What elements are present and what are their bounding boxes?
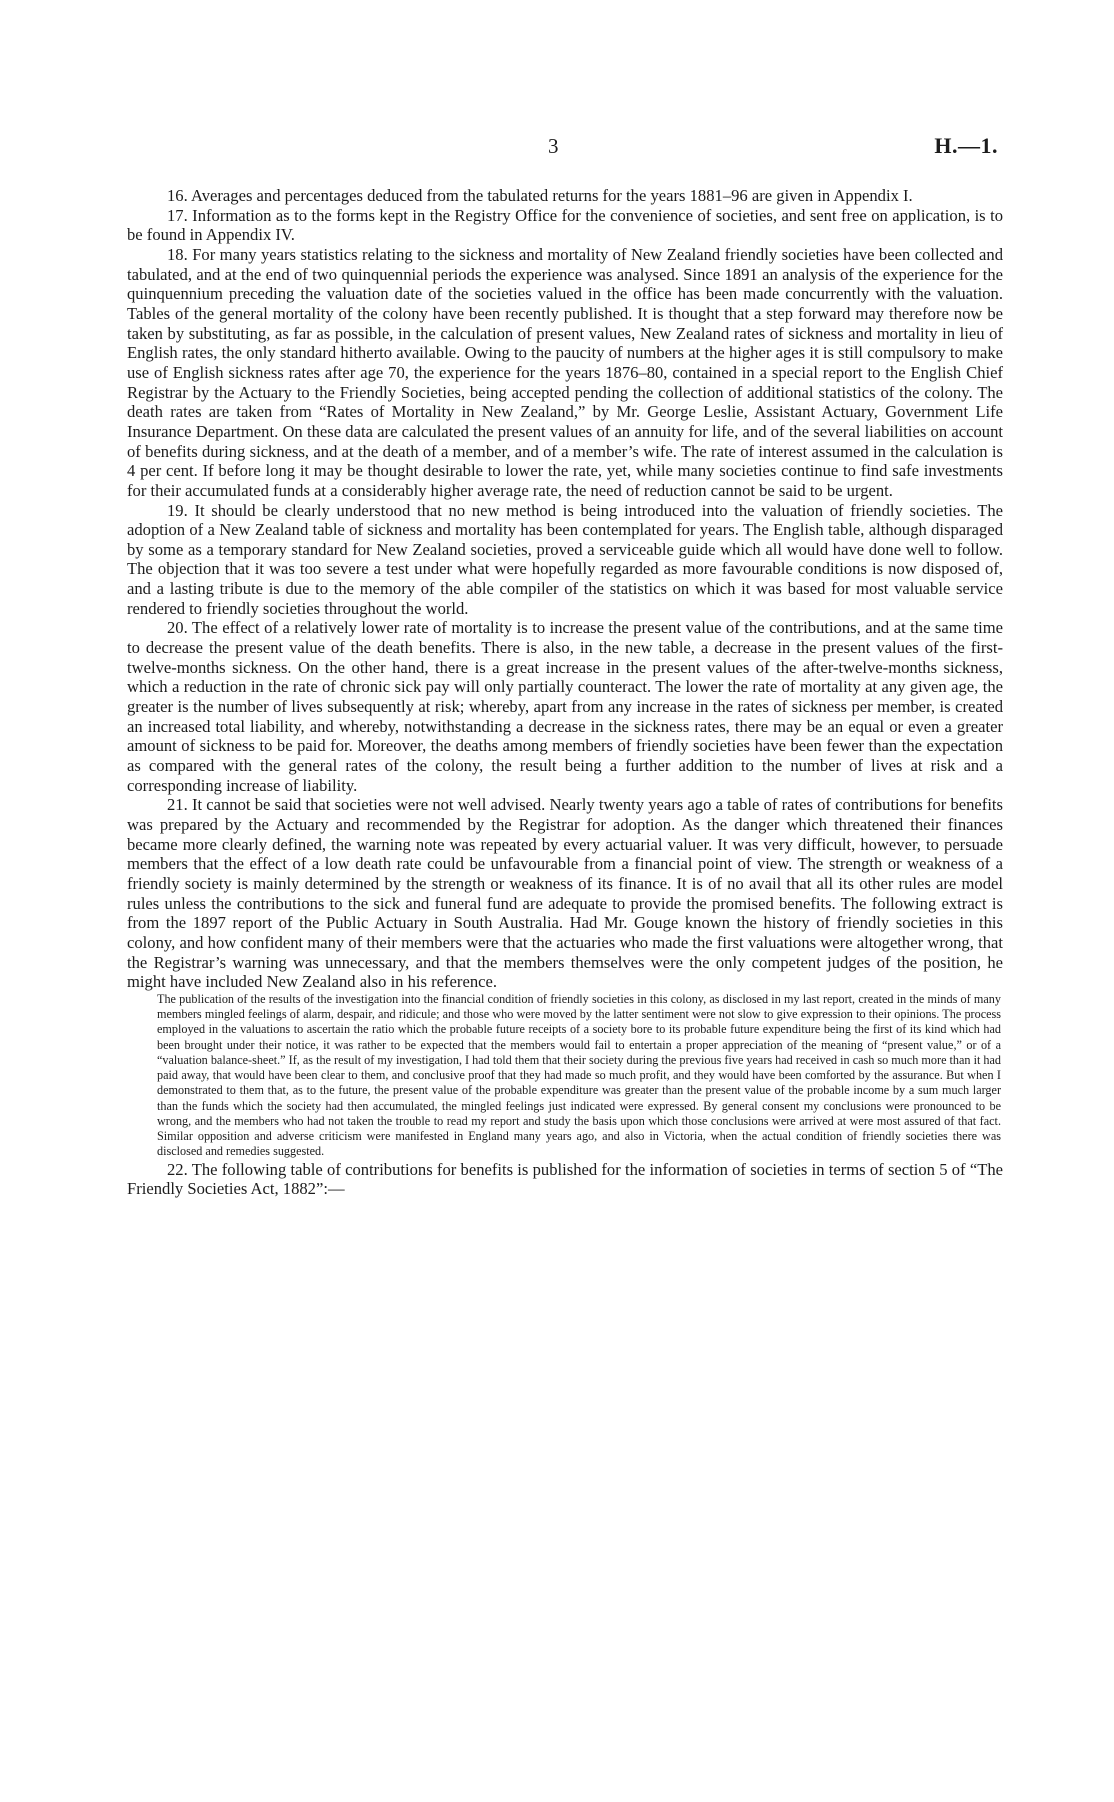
- block-quote: The publication of the results of the investigation into the financial condition of friendly societies in this colony, as disclosed in my last report, created in the minds of many members mingled feelings of alarm, despair, and ridicule; and those who were moved by the latter sentiment were not slow to give expression to their opinions. The process employed in the valuations to ascertain the ratio which the probable future receipts of a society bore to its probable future expenditure being the first of its kind which had been brought under their notice, it was rather to be expected that the members would fail to entertain a proper appreciation of the meaning of “present value,” or of a “valuation balance-sheet.” If, as the result of my investigation, I had told them that their society during the previous five years had received in cash so much more than it had paid away, that would have been clear to them, and conclusive proof that they had made so much profit, and they would have been comforted by the assurance. But when I demonstrated to them that, as to the future, the present value of the probable expenditure was greater than the present value of the probable income by a sum much larger than the funds which the society had then accumulated, the mingled feelings just indicated were expressed. By general consent my conclusions were pronounced to be wrong, and the members who had not taken the trouble to read my report and study the basis upon which those conclusions were arrived at were most assured of that fact. Similar opposition and adverse criticism were manifested in England many years ago, and also in Victoria, when the actual condition of friendly societies there was disclosed and remedies suggested.: [157, 991, 1001, 1159]
- paragraph-17: 17. Information as to the forms kept in the Registry Office for the convenience of societies, and sent free on application, is to be found in Appendix IV.: [127, 205, 1003, 245]
- paragraph-16: 16. Averages and percentages deduced from the tabulated returns for the years 1881–96 are given in Appendix I.: [167, 186, 913, 205]
- document-reference: H.—1.: [934, 133, 998, 158]
- paragraph-21: 21. It cannot be said that societies were not well advised. Nearly twenty years ago a table of rates of contributions for benefits was prepared by the Actuary and recommended by the Registrar for adoption. As the danger which threatened their finances became more clearly defined, the warning note was repeated by every actuarial valuer. It was very difficult, however, to persuade members that the effect of a low death rate could be unfavourable from a financial point of view. The strength or weakness of a friendly society is mainly determined by the strength or weakness of its finance. It is of no avail that all its other rules are model rules unless the contributions to the sick and funeral fund are adequate to provide the promised benefits. The following extract is from the 1897 report of the Public Actuary in South Australia. Had Mr. Gouge known the history of friendly societies in this colony, and how confident many of their members were that the actuaries who made the first valuations were altogether wrong, that the Registrar’s warning was unnecessary, and that the members themselves were the only competent judges of the position, he might have included New Zealand also in his reference.: [127, 795, 1003, 992]
- paragraph-18: 18. For many years statistics relating to the sickness and mortality of New Zealand friendly societies have been collected and tabulated, and at the end of two quinquennial periods the experience was analysed. Since 1891 an analysis of the experience for the quinquennium preceding the valuation date of the societies valued in the office has been made concurrently with the valuation. Tables of the general mortality of the colony have been recently published. It is thought that a step forward may therefore now be taken by substituting, as far as possible, in the calculation of present values, New Zealand rates of sickness and mortality in lieu of English rates, the only standard hitherto available. Owing to the paucity of numbers at the higher ages it is still compulsory to make use of English sickness rates after age 70, the experience for the years 1876–80, contained in a special report to the English Chief Registrar by the Actuary to the Friendly Societies, being accepted pending the collection of additional statistics of the colony. The death rates are taken from “Rates of Mortality in New Zealand,” by Mr. George Leslie, Assistant Actuary, Government Life Insurance Department. On these data are calculated the present values of an annuity for life, and of the several liabilities on account of benefits during sickness, and at the death of a member, and of a member’s wife. The rate of interest assumed in the calculation is 4 per cent. If before long it may be thought desirable to lower the rate, yet, while many societies continue to find safe investments for their accumulated funds at a considerably higher average rate, the need of reduction cannot be said to be urgent.: [127, 244, 1003, 500]
- paragraph-22: 22. The following table of contributions for benefits is published for the information of societies in terms of section 5 of “The Friendly Societies Act, 1882”:—: [127, 1159, 1003, 1199]
- page-header: [0, 134, 1114, 164]
- paragraph-19: 19. It should be clearly understood that no new method is being introduced into the valuation of friendly societies. The adoption of a New Zealand table of sickness and mortality has been contemplated for years. The English table, although disparaged by some as a temporary standard for New Zealand societies, proved a serviceable guide which all would have done well to follow. The objection that it was too severe a test under what were hopefully regarded as more favourable conditions is now disposed of, and a lasting tribute is due to the memory of the able compiler of the statistics on which it was based for most valuable service rendered to friendly societies throughout the world.: [127, 500, 1003, 618]
- paragraph-20: 20. The effect of a relatively lower rate of mortality is to increase the present value of the contributions, and at the same time to decrease the present value of the death benefits. There is also, in the new table, a decrease in the present values of the first-twelve-months sickness. On the other hand, there is a great increase in the present values of the after-twelve-months sickness, which a reduction in the rate of chronic sick pay will only partially counteract. The lower the rate of mortality at any given age, the greater is the number of lives subsequently at risk; whereby, apart from any increase in the rates of sickness per member, is created an increased total liability, and whereby, notwithstanding a decrease in the sickness rates, there may be an equal or even a greater amount of sickness to be paid for. Moreover, the deaths among members of friendly societies have been fewer than the expectation as compared with the general rates of the colony, the result being a further addition to the number of lives at risk and a corresponding increase of liability.: [127, 618, 1003, 795]
- page-number: 3: [548, 134, 559, 158]
- body-text: [127, 186, 1003, 1199]
